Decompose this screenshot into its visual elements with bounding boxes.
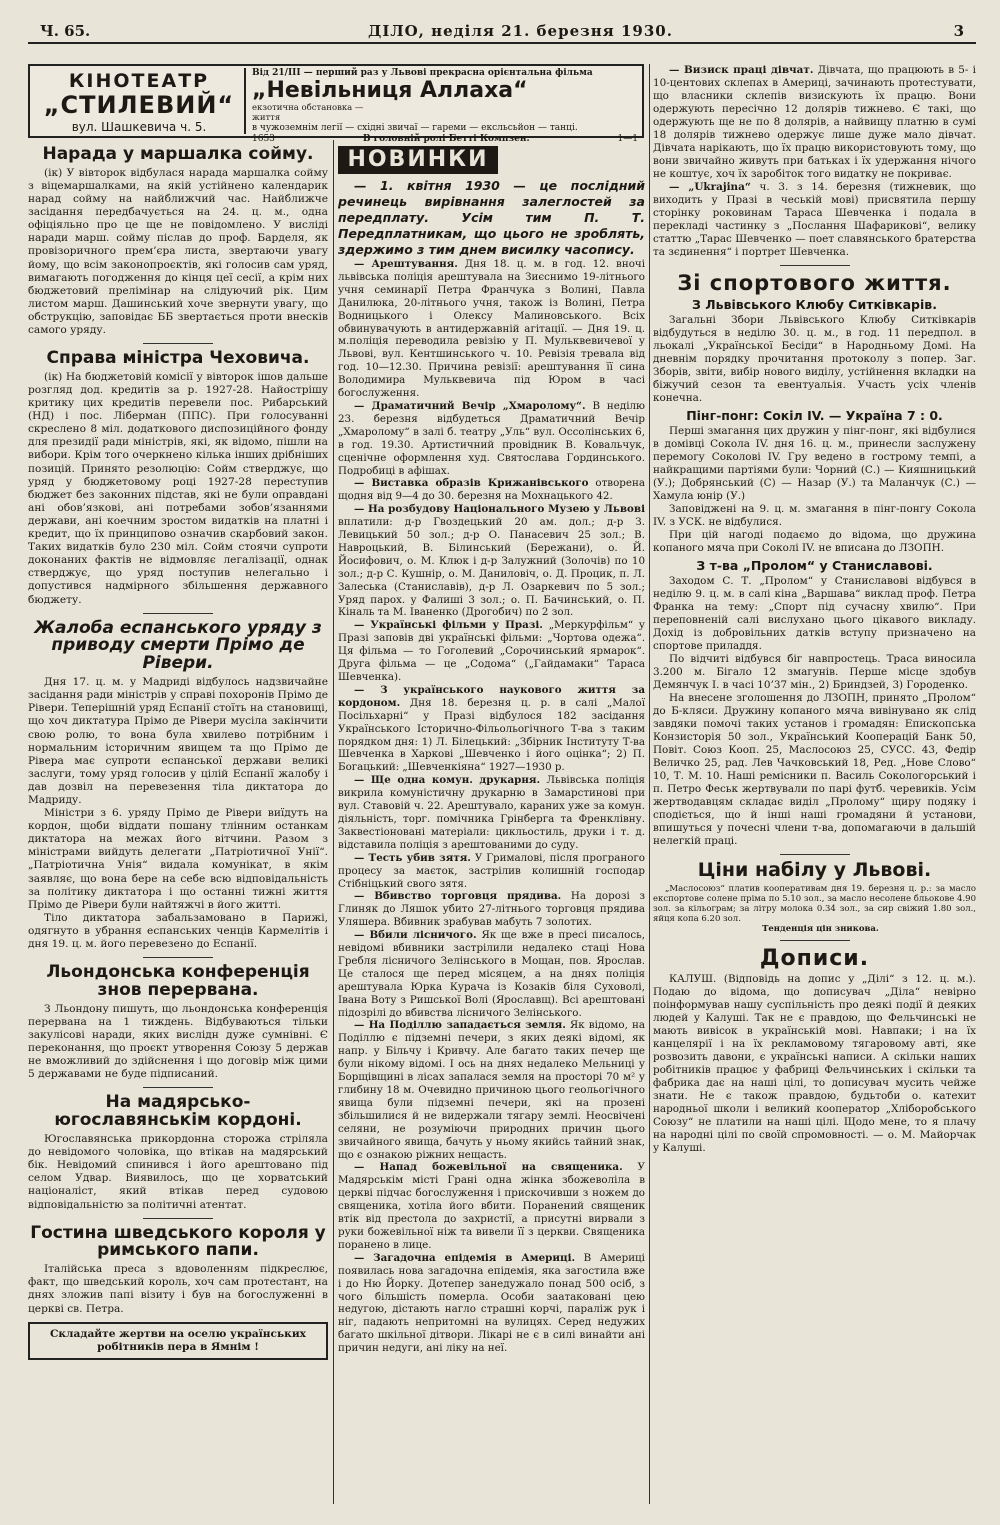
news-item-body: На дорозі з Глиняк до Ляшок убито 27-літнього торговця прядива Уляшера. Вбивник зрабував мабуть 7 золотих. xyxy=(338,890,645,929)
news-item xyxy=(338,619,645,684)
page-number: 3 xyxy=(953,22,964,40)
news-item xyxy=(338,400,645,477)
cinema-address: вул. Шашкевича ч. 5. xyxy=(71,120,207,134)
news-item-body: ч. 3. з 14. березня (тижневик, що виходить у Празі в чеській мові) присвятила першу сторінку роковинам Тараса Шевченка і подала в перекладі частинку з „Послання Шафарикові“, велику статтю „Тарас Шевченко — поет славянського братерства та зєдинення“ і портрет Шевченка. xyxy=(653,181,976,258)
subscription-notice: — 1. квітня 1930 — це послідний речинець вирівнання залеглостей за передплату. Усім тим П. Т. Передплатникам, що цього не зроблять, здержимо з тим днем висилку часопису. xyxy=(338,178,645,257)
sports-body-prolom-3: На внесене зголошення до ЛЗОПН, принято „Пролом“ до Б-кляси. Дружину копаного мяча вивінувано як слід завдяки помочі таких установ і громадян: Епископська Конзисторія 50 зол., Український Кооперацій Банк 50, Повіт. Союз Кооп. 25, Маслосоюз 25, СУСС. 43, Федір Величко 25, рад. Лев Чачковський 18, Ред. „Нове Слово“ 10, Т. М. 10. Наші ремісники п. Василь Сокологорський і п. Петро Феськ жертвували по парі футб. черевиків. Усім жертводавцям складає виділ „Пролому“ щиру подяку і сподіється, що й інші наші громадяни й установи, впишуться у почесні члени т-ва, допомагаючи в дальшій нелегкій праці. xyxy=(653,692,976,848)
news-item-body: вплатили: д-р Гвоздецький 20 ам. дол.; д-р З. Левицький 50 зол.; д-р О. Панасевич 25 зол.; В. Навроцький, В. Білинський (Бережани), о. Й. Йосифович, о. М. Клюк і д-р Залужний (Золочів) по 10 зол.; д-р С. Кушнір, о. М. Даниловіч, о. Д. Процик, п. Л. Залеська (Станиславів), д-р Л. Озаркевич по 5 зол.; Уряд парох. у Фалиші 3 зол.; о. П. Бачинський, о. П. Кіналь та М. Іваненко (Дрогобич) по 2 зол. xyxy=(338,516,645,619)
separator xyxy=(143,957,213,958)
article-body-border: Югославянська прикордонна сторожа стріляла до невідомого чоловіка, що втікав на мадярський бік. Невідомий спинився і його арештовано під селом Удвар. Виявилось, що це хорватський націоналіст, який втікав перед судовою відповідальністю за політичні атентат. xyxy=(28,1133,328,1211)
news-item xyxy=(338,774,645,851)
separator xyxy=(780,940,850,941)
news-item xyxy=(338,890,645,929)
news-item-title: — „Ukrajina“ xyxy=(669,181,751,193)
news-item-title: — Напад божевільної на священика. xyxy=(354,1161,623,1174)
prices-tendency: Тенденція цін зникова. xyxy=(762,923,879,934)
separator xyxy=(780,265,850,266)
letters-section-header: Дописи. xyxy=(759,945,870,971)
news-item-title: — Вбивство торговця прядива. xyxy=(354,890,562,903)
sports-body-pingpong-1: Перші змагання цих дружин у пінг-понг, які відбулися в домівці Сокола IV. дня 16. ц. м., принесли заслужену перемогу Соколові IV. Гру ведено в гострому темпі, а найкращими партіями були: Чорний (С.) — Кияшницький (У.); Добрянський (С) — Назар (У.) та Маланчук (С.) — Хамула юнір (У.) xyxy=(653,425,976,503)
cinema-advert xyxy=(28,64,644,144)
news-item-title: — Драматичний Вечір „Хмаролому“. xyxy=(354,399,586,412)
news-item-body: „Меркурфільм“ у Празі заповів дві українські фільми: „Чортова одежа“. Ця фільма — то Гоголевий „Сорочинський ярмарок“. Друга фільма — це „Содома“ („Гайдамаки“ Тараса Шевченка). xyxy=(338,619,645,683)
separator xyxy=(143,1087,213,1088)
article-title-chekhovych: Справа міністра Чеховича. xyxy=(46,348,310,369)
column-rule-2 xyxy=(649,64,650,1504)
article-body-spain-3: Тіло диктатора забальзамовано в Парижі, одягнуто в убрання еспанських ченців Кармелітів і дня 19. ц. м. його перевезено до Еспанії. xyxy=(28,911,328,950)
separator xyxy=(143,343,213,344)
film-star: В головній ролі Бетті Компзен. xyxy=(362,134,530,144)
prices-block xyxy=(653,884,976,934)
advert-code: 1653 xyxy=(252,134,275,144)
donation-appeal: Складайте жертви на оселю українських робітників пера в Ямнім ! xyxy=(49,1327,307,1353)
column-right xyxy=(653,64,976,1504)
news-item xyxy=(338,852,645,891)
sports-body-club: Загальні Збори Львівського Клюбу Ситківкарів відбудуться в неділю 30. ц. м., в год. 11 передпол. в льокалі „Української Бесіди“ в Народньому Домі. На дневнім порядку прочитання протоколу з попер. Заг. Зборів, звіти, вибір нового виділу, устійнення вкладки на біжучий сезон та евентуальія. Участь усіх членів конечна. xyxy=(653,314,976,405)
news-item-body: Дівчата, що працюють в 5- і 10-центових склепах в Америці, зачинають протестувати, що власники склепів визискують їх працю. Вони одержують пересічно 12 долярів тижнево. Є такі, що одержують ще не по 8 долярів, а найвищу платню в сумі 18 долярів тижнево одержує лише дуже мало дівчат. Дівчата нарікають, що їх працю використовують тому, що вони звичайно живуть при батьках і їх удержання нічого не коштує, хоч їх заробіток того видатку не покриває. xyxy=(653,64,976,180)
separator xyxy=(143,613,213,614)
news-items-continued xyxy=(653,64,976,259)
letters-body: КАЛУШ. (Відповідь на допис у „Ділі“ з 12. ц. м.). Подаю до відома, що дописувач „Діла“ невірно поінформував нашу суспільність про деякі події й деяких людей у Калуші. Так не є правдою, що Фельчинські не мають вивісок в українській мові. Навпаки; і на їх канцелярії і на їх рекламовому тягаровому авті, яке розвозить давони, є українські написи. А скільки наших робітників працює у фабриці Фельчинських і скільки та фабрика дає на наші цілі, то дописувач мусить чейже знати. Не є також правдою, будьтоби о. катехит народньої школи і великий кооператор „Хліборобського Союзу“ не платили на наші цілі. Щодо мене, то я плачу на народні цілі по своїй спромовності. — о. М. Майорчак у Калуші. xyxy=(653,973,976,1155)
cinema-name: „СТИЛЕВИЙ“ xyxy=(43,91,235,119)
news-item-body: В неділю 23. березня відбудеться Драматичний Вечір „Хмаролому“ в залі б. театру „Уль“ вул. Оссолінських 6, в год. 19.30. Артистичний провідник В. Ковальчук, сценічне оформлення худ. Святослава Гординського. Подробиці в афішах. xyxy=(338,399,645,477)
news-item-title: — Арештування. xyxy=(354,258,458,270)
news-item xyxy=(338,929,645,1019)
news-item-title: — Загадочна епідемія в Америці. xyxy=(354,1251,576,1264)
sports-body-pingpong-2: Заповіджені на 9. ц. м. змагання в пінг-понгу Сокола IV. з УСК. не відбулися. xyxy=(653,503,976,529)
news-item xyxy=(338,477,645,503)
news-item xyxy=(338,684,645,774)
news-item-body: У Грималові, після програного процесу за маєток, застрілив колишній господар Стібніцький свого зятя. xyxy=(338,851,645,890)
sports-subhead-prolom: З т-ва „Пролом“ у Станиславові. xyxy=(696,558,933,574)
film-date-line: Від 21/ІІІ — перший раз у Львові прекрасна орієнтальна фільма xyxy=(252,68,593,78)
news-section-header: НОВИНКИ xyxy=(338,146,498,174)
news-item-title: — Вбили лісничого. xyxy=(354,929,477,942)
advert-run: 1—1 xyxy=(617,134,638,144)
article-body-swedish-king: Італійська преса з вдоволенням підкреслює, факт, що шведський король, хоч сам протестант, на днях зложив папі візиту і був на богослуженні в церкві св. Петра. xyxy=(28,1263,328,1315)
news-item-title: — Тесть убив зятя. xyxy=(354,851,471,864)
cinema-label: КІНОТЕАТР xyxy=(68,70,210,92)
news-item-body: Як ще вже в пресі писалось, невідомі вбивники застрілили недалеко стаці Нова Гребля лісничого Зелінського в Мощан, пов. Ярослав. Це сталося ще перед місяцем, а на днях поліція арештувала Юрка Курача із Козаків біля Суховолі, Івана Воту з Ришської Волі (Ярославщ). Всі арештовані підозрілі до вбивства лісничого Зелінського. xyxy=(338,929,645,1019)
news-item-body: Львівська поліція викрила комуністичну друкарню в Замарстинові при вул. Ставовій ч. 22. Арештувало, караних уже за комун. діяльність, торг. помічника Грінберга та Френклівну. Заквестіоновані матеріали: цикльостиль, друки і т. д. відставила поліція з арештованими до суду. xyxy=(338,774,645,851)
news-item-body: Дня 18. березня ц. р. в салі „Малої Посільхарні“ у Празі відбулося 182 засідання Українського Історично-Фільольогічного Т-ва з таким порядком дня: 1) Л. Білецький: „Збірник Інституту Т-ва Шевченка в Харкові „Шевченко і його оцінка“; 2) П. Богацький: „Шевченкіяна“ 1927—1930 р. xyxy=(338,696,645,774)
sports-body-pingpong-3: При цій нагоді подаємо до відома, що дружина копаного мяча при Соколі IV. не вписана до ЛЗОПН. xyxy=(653,529,976,555)
column-rule-1 xyxy=(333,140,334,1504)
news-item xyxy=(338,258,645,400)
news-item-title: — З українського наукового життя за кордоном. xyxy=(338,683,645,709)
article-body-chekhovych: (ік) На бюджетовій комісії у вівторок ішов дальше розгляд дод. кредитів за р. 1927-28. Найострішу критику цих кредитів перевели пос. Рибарський (НД) і пос. Ліберман (ППС). При голосуванні скреслено 8 міл. додаткового диспозиційного фонду для президії ради міністрів, які, як відомо, пішли на вибори. Крім того очеркнено кілька інших дрібніших позицій. Принято резолюцію: Сойм стверджує, що уряд у бюджетовому році 1927-28 переступив бюджет без законних підстав, які не були оправдані ані обов’язкові, ані потребами зобов’язаннями держави, ані коечним зростом видатків на платні і кредит, що їх принципово означив скарбовий закон. Таких видатків було 230 міл. Сойм стоячи супроти доконаних фактів не відмовляє легалізації, однак стверджує, що уряд поступив нелегально і допустився надмірного збільшення державного бюджету. xyxy=(28,370,328,606)
prices-section-header: Ціни набілу у Львові. xyxy=(697,859,932,882)
news-item xyxy=(653,64,976,181)
news-item xyxy=(338,503,645,619)
sports-body-prolom-1: Заходом С. Т. „Пролом“ у Станиславові відбувся в неділю 9. ц. м. в салі кіна „Варшава“ виклад проф. Петра Франка на тему: „Спорт під сучасну хвилю“. При переповненій салі вислухано цього цікавого викладу. Дохід із добровільних датків вступу призначено на спортове приладдя. xyxy=(653,575,976,653)
news-item-title: — Українські фільми у Празі. xyxy=(354,619,543,632)
news-item-title: — На Поділлю западається земля. xyxy=(354,1019,566,1032)
sports-subhead-pingpong: Пінг-понг: Сокіл IV. — Україна 7 : 0. xyxy=(686,408,943,424)
news-item-body: Дня 18. ц. м. в год. 12. вночі львівська поліція арештувала на Зиєснимо 19-літнього учня семинарії Петра Франчука з Волині, Павла Данилюка, 20-літнього учня, також із Волині, Петра Водницького і Олексу Малиновського. Всіх обвинувачують в антидержавній агітації. — Дня 19. ц. м.поліція переводила ревізію у П. Мульквевичевої у Львові, вул. Кентшинського ч. 10. Ревізія тревала від год. 10—12.30. Причина ревізії: арештування її сина Володимира Мульквевича під Юром в часі богослуження. xyxy=(338,258,645,400)
article-title-border: На мадярсько-югославянськім кордоні. xyxy=(54,1092,302,1131)
news-item xyxy=(338,1252,645,1355)
news-item-title: — Визиск праці дівчат. xyxy=(669,64,814,76)
sports-subhead-club: З Львівського Клюбу Ситківкарів. xyxy=(692,297,937,313)
prices-body: „Маслосоюз“ платив кооперативам дня 19. березня ц. р.: за масло експортове солене пріма по 5.10 зол., за масло несолене бльокове 4.90 зол. за кільограм; за літру молока 0.34 зол., за сир свіжий 1.80 зол., яйця копа 6.20 зол. xyxy=(653,883,976,924)
article-title-swedish-king: Гостина шведського короля у римського папи. xyxy=(30,1222,326,1261)
film-title: „Невільниця Аллаха“ xyxy=(252,78,528,103)
running-head xyxy=(28,14,976,44)
cinema-name-block xyxy=(34,68,246,134)
news-item-body: У Мадярськім місті Грані одна жінка збожеволіла в церкві підчас богослуження і прискочивши з ножем до священика, хотіла його вбити. Поранений священик втік від престола до захристії, а присутні вирвали з руки божевільної ніж та вивели її з церкви. Священика поранено в лице. xyxy=(338,1161,645,1251)
article-body-london: З Льондону пишуть, що льондонська конференція перервана на 1 тиждень. Відбуваються тільки закулісові наради, яких вислідн дуже сумнівні. Є переконання, що проєкт утворення Союзу 5 держав не вможливий до здійснення і що договір між цими 5 державами не буде підписаний. xyxy=(28,1002,328,1081)
film-announcement xyxy=(252,68,638,145)
news-item-title: — Ще одна комун. друкарня. xyxy=(354,774,541,787)
article-body-spain-2: Міністри з 6. уряду Прімо де Рівери виїдуть на кордон, щоби віддати пошану тлінним останкам диктатора на межах його вітчини. Разом з міністрами вийдуть делегати „Патріотичної Унії“. „Патріотична Унія“ видала комунікат, в якім заявляє, що вона бере на себе всю відповідальність за політику диктатора і що останні тижні життя Прімо де Рівери були найтяжчі в його житті. xyxy=(28,807,328,911)
news-item-body: Як відомо, на Поділлю є підземні печери, з яких деякі відомі, як напр. у Більчу і Кривчу. Але багато таких печер ще були нікому відомі. І ось на днях недалеко Мельниці у Борщівщині в лісах запалася земля на просторі 70 м² у глибину 18 м. Очевидно причиною цього геольогічного явища були підземні печери, які на прозені збільшилися й не видержали тягару землі. Неосвічені селяни, не розуміючи природних причин цього звичайного явища, бачуть у ньому якийсь тайний знак, що є ознакою ріжних нещасть. xyxy=(338,1019,645,1161)
article-title-london: Льондонська конференція знов перервана. xyxy=(46,962,310,1000)
column-middle xyxy=(338,178,645,1504)
news-item xyxy=(338,1161,645,1251)
masthead-date: ДІЛО, неділя 21. березня 1930. xyxy=(368,22,673,40)
film-description: в чужоземнім легії — східні звичаї — гареми — ексльсьйон — танці. xyxy=(252,123,578,133)
separator xyxy=(143,1218,213,1219)
news-item xyxy=(338,1019,645,1161)
article-title-spain: Жалоба еспанського уряду з приводу смерти Прімо де Рівери. xyxy=(34,617,322,674)
news-item xyxy=(653,181,976,259)
sports-body-prolom-2: По відчиті відбувся біг навпростець. Траса виносила 3.200 м. Бігало 12 змагунів. Перше місце здобув Демянчук І. в часі 10’37 мін., 2) Бриндзей, 3) Городенко. xyxy=(653,653,976,692)
article-body-spain-1: Дня 17. ц. м. у Мадриді відбулось надзвичайне засідання ради міністрів у справі похоронів Прімо де Рівери. Теперішній уряд Еспанії стоїть на становищі, що хоч диктатура Прімо де Рівери мусіла закінчити свою ролю, то вона була хвилево потрібним і нормальним історичним явищем та що Прімо де Рівера має супроти еспанської держави великі заслуги, тому уряд голосив у цілій Еспанії жалобу і дав дозвіл на перевезення тіла диктатора до Мадриду. xyxy=(28,676,328,806)
issue-number: Ч. 65. xyxy=(40,22,91,40)
donation-appeal-box xyxy=(28,1322,328,1360)
article-body-sejm: (ік) У вівторок відбулася нарада маршалка сойму з віцемаршалками, на якій устійнено календарик нарад сойму на найближчий час. Найближче засідання передбачується на 24. ц. м., одна офіціяльно про це ще не повідомлено. У висліді наради марш. сойму післав до проф. Барделя, як провізоричного прем’єра листа, звертаючи увагу йому, що всім законопроєктів, які голосив сам уряд, вимагають погодження до кінця цеї сесії, а крім них бюджетовий прелімінар на слідуючий рік. Цим листом марш. Дашинський хоче звернути увагу, що обструкцію, заповідає ББ звертається проти внесків самого уряду. xyxy=(28,166,328,336)
news-item-body: отворена щодня від 9—4 до 30. березня на Мохнацького 42. xyxy=(338,477,645,503)
film-tagline: екзотична обстановка — життя xyxy=(252,103,364,123)
column-left xyxy=(28,142,328,1504)
news-item-title: — Виставка образів Крижанівського xyxy=(354,477,589,490)
news-items xyxy=(338,258,645,1355)
separator xyxy=(780,854,850,855)
news-item-body: В Америці появилась нова загадочна епідемія, яка загостила вже і до Ню Йорку. Дотепер занедужало понад 500 осіб, з чого більшість померла. Особи заатаковані цею недугою, дістають нагло страшні корчі, параліж рук і ніг, падають непритомні на вулицях. Серед недужих багато шкільної дітвори. Лікарі не є в силі винайти ані причин недуги, ані ліку на неї. xyxy=(338,1251,645,1355)
sports-section-header: Зі спортового життя. xyxy=(677,271,952,295)
article-title-sejm: Нарада у маршалка сойму. xyxy=(42,144,314,164)
news-item-title: — На розбудову Національного Музею у Львові xyxy=(354,503,645,516)
